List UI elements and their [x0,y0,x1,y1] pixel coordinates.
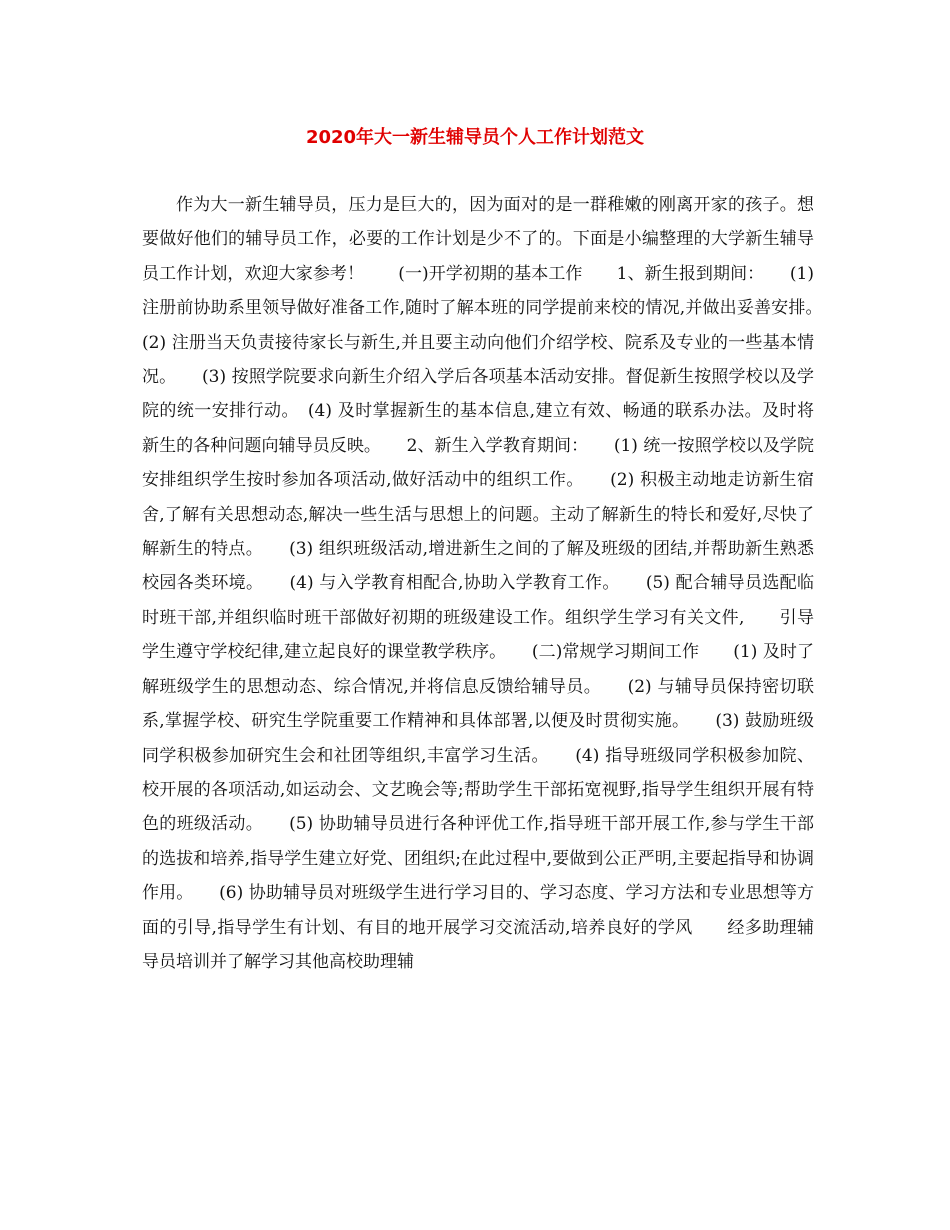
document-body-paragraph: 作为大一新生辅导员，压力是巨大的，因为面对的是一群稚嫩的刚离开家的孩子。想要做好他们的辅导员工作，必要的工作计划是少不了的。下面是小编整理的大学新生辅导员工作计划，欢迎大家参考！ (一)开学初期的基本工作 1、新生报到期间： (1) 注册前协助系里领导做好准备工作,随时了解本班的同学提前来校的情况,并做出妥善安排。 (2) 注册当天负责接待家长与新生,并且要主动向他们介绍学校、院系及专业的一些基本情况。 (3) 按照学院要求向新生介绍入学后各项基本活动安排。督促新生按照学校以及学院的统一安排行动。 (4) 及时掌握新生的基本信息,建立有效、畅通的联系办法。及时将新生的各种问题向辅导员反映。 2、新生入学教育期间： (1) 统一按照学校以及学院安排组织学生按时参加各项活动,做好活动中的组织工作。 (2) 积极主动地走访新生宿舍,了解有关思想动态,解决一些生活与思想上的问题。主动了解新生的特长和爱好,尽快了解新生的特点。 (3) 组织班级活动,增进新生之间的了解及班级的团结,并帮助新生熟悉校园各类环境。 (4) 与入学教育相配合,协助入学教育工作。 (5) 配合辅导员选配临时班干部,并组织临时班干部做好初期的班级建设工作。组织学生学习有关文件, 引导学生遵守学校纪律,建立起良好的课堂教学秩序。 (二)常规学习期间工作 (1) 及时了解班级学生的思想动态、综合情况,并将信息反馈给辅导员。 (2) 与辅导员保持密切联系,掌握学校、研究生学院重要工作精神和具体部署,以便及时贯彻实施。 (3) 鼓励班级同学积极参加研究生会和社团等组织,丰富学习生活。 (4) 指导班级同学积极参加院、校开展的各项活动,如运动会、文艺晚会等;帮助学生干部拓宽视野,指导学生组织开展有特色的班级活动。 (5) 协助辅导员进行各种评优工作,指导班干部开展工作,参与学生干部的选拔和培养,指导学生建立好党、团组织;在此过程中,要做到公正严明,主要起指导和协调作用。 (6) 协助辅导员对班级学生进行学习目的、学习态度、学习方法和专业思想等方面的引导,指导学生有计划、有目的地开展学习交流活动,培养良好的学风 经多助理辅导员培训并了解学习其他高校助理辅 [142,195,848,972]
document-title: 2020年大一新生辅导员个人工作计划范文 [305,127,645,148]
